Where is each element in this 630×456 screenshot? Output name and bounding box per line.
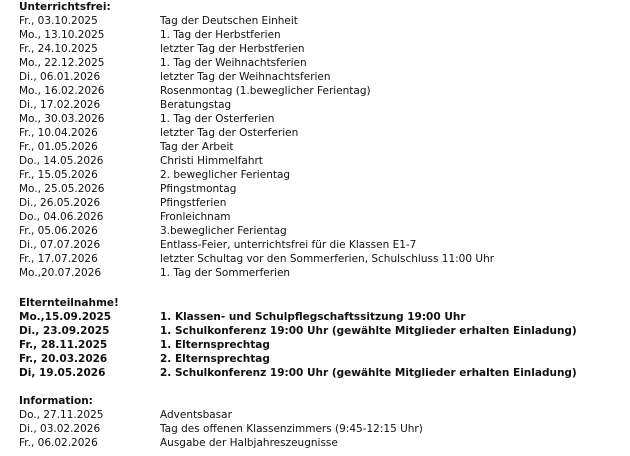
- entry-date: Do., 04.06.2026: [19, 211, 104, 223]
- list-item: [19, 28, 281, 42]
- entry-date: Fr., 24.10.2025: [19, 43, 98, 55]
- entry-description: Tag der Deutschen Einheit: [160, 15, 298, 27]
- unterrichtsfrei-section: [19, 0, 495, 280]
- entry-date: Fr., 20.03.2026: [19, 353, 108, 365]
- list-item: [19, 112, 275, 126]
- entry-date: Fr., 03.10.2025: [19, 15, 98, 27]
- entry-description: Pfingstmontag: [160, 183, 237, 195]
- information-section: [19, 394, 423, 450]
- entry-date: Di., 07.07.2026: [19, 239, 101, 251]
- entry-description: 2. Elternsprechtag: [160, 353, 270, 365]
- entry-date: Di, 19.05.2026: [19, 367, 106, 379]
- list-item: [19, 210, 231, 224]
- entry-description: 3.beweglicher Ferientag: [160, 225, 287, 237]
- entry-description: letzter Tag der Osterferien: [160, 127, 299, 139]
- list-item: [19, 422, 423, 436]
- entry-date: Di., 06.01.2026: [19, 71, 101, 83]
- entry-description: 2. Schulkonferenz 19:00 Uhr (gewählte Mitglieder erhalten Einladung): [160, 367, 577, 379]
- list-item: [19, 42, 305, 56]
- list-item: [19, 338, 270, 352]
- entry-date: Fr., 15.05.2026: [19, 169, 98, 181]
- entry-date: Di., 26.05.2026: [19, 197, 101, 209]
- list-item: [19, 14, 298, 28]
- entry-date: Mo.,20.07.2026: [19, 267, 102, 279]
- list-item: [19, 408, 232, 422]
- entry-date: Mo., 16.02.2026: [19, 85, 105, 97]
- entry-date: Fr., 05.06.2026: [19, 225, 98, 237]
- list-item: [19, 366, 577, 380]
- entry-description: 1. Tag der Weihnachtsferien: [160, 57, 307, 69]
- entry-description: Rosenmontag (1.beweglicher Ferientag): [160, 85, 371, 97]
- entry-description: Ausgabe der Halbjahreszeugnisse: [160, 437, 338, 449]
- list-item: [19, 126, 299, 140]
- entry-date: Fr., 10.04.2026: [19, 127, 98, 139]
- list-item: [19, 140, 234, 154]
- entry-date: Fr., 06.02.2026: [19, 437, 98, 449]
- section-heading: Information:: [19, 395, 93, 407]
- entry-description: Christi Himmelfahrt: [160, 155, 263, 167]
- entry-description: Pfingstferien: [160, 197, 227, 209]
- entry-date: Di., 03.02.2026: [19, 423, 101, 435]
- entry-date: Do., 14.05.2026: [19, 155, 104, 167]
- list-item: [19, 436, 338, 450]
- list-item: [19, 252, 495, 266]
- date-list: [19, 14, 495, 280]
- entry-description: Fronleichnam: [160, 211, 231, 223]
- list-item: [19, 238, 417, 252]
- entry-description: Adventsbasar: [160, 409, 232, 421]
- list-item: [19, 70, 331, 84]
- entry-date: Mo., 22.12.2025: [19, 57, 105, 69]
- list-item: [19, 352, 270, 366]
- entry-date: Di., 23.09.2025: [19, 325, 110, 337]
- date-list: [19, 408, 423, 450]
- list-item: [19, 224, 287, 238]
- list-item: [19, 98, 232, 112]
- elternteilnahme-section: [19, 296, 577, 380]
- section-heading: Unterrichtsfrei:: [19, 1, 111, 13]
- entry-description: Beratungstag: [160, 99, 232, 111]
- entry-description: Tag der Arbeit: [160, 141, 234, 153]
- section-heading: Elternteilnahme!: [19, 297, 119, 309]
- entry-date: Fr., 28.11.2025: [19, 339, 108, 351]
- entry-description: 1. Schulkonferenz 19:00 Uhr (gewählte Mitglieder erhalten Einladung): [160, 325, 577, 337]
- list-item: [19, 196, 227, 210]
- entry-description: 1. Tag der Osterferien: [160, 113, 275, 125]
- entry-description: 1. Klassen- und Schulpflegschaftssitzung 19:00 Uhr: [160, 311, 466, 323]
- entry-date: Di., 17.02.2026: [19, 99, 101, 111]
- date-list: [19, 310, 577, 380]
- entry-description: 1. Tag der Sommerferien: [160, 267, 291, 279]
- entry-description: letzter Tag der Weihnachtsferien: [160, 71, 331, 83]
- entry-date: Do., 27.11.2025: [19, 409, 104, 421]
- entry-date: Mo., 25.05.2026: [19, 183, 105, 195]
- entry-date: Fr., 01.05.2026: [19, 141, 98, 153]
- entry-description: Entlass-Feier, unterrichtsfrei für die Klassen E1-7: [160, 239, 417, 251]
- entry-date: Fr., 17.07.2026: [19, 253, 98, 265]
- entry-description: 1. Elternsprechtag: [160, 339, 270, 351]
- list-item: [19, 266, 291, 280]
- list-item: [19, 168, 291, 182]
- entry-description: 2. beweglicher Ferientag: [160, 169, 291, 181]
- entry-description: 1. Tag der Herbstferien: [160, 29, 281, 41]
- entry-description: Tag des offenen Klassenzimmers (9:45-12:15 Uhr): [160, 423, 423, 435]
- list-item: [19, 56, 307, 70]
- entry-description: letzter Schultag vor den Sommerferien, Schulschluss 11:00 Uhr: [160, 253, 495, 265]
- entry-date: Mo., 13.10.2025: [19, 29, 105, 41]
- list-item: [19, 84, 371, 98]
- list-item: [19, 310, 466, 324]
- list-item: [19, 324, 577, 338]
- entry-description: letzter Tag der Herbstferien: [160, 43, 305, 55]
- list-item: [19, 154, 263, 168]
- entry-date: Mo., 30.03.2026: [19, 113, 105, 125]
- entry-date: Mo.,15.09.2025: [19, 311, 112, 323]
- list-item: [19, 182, 237, 196]
